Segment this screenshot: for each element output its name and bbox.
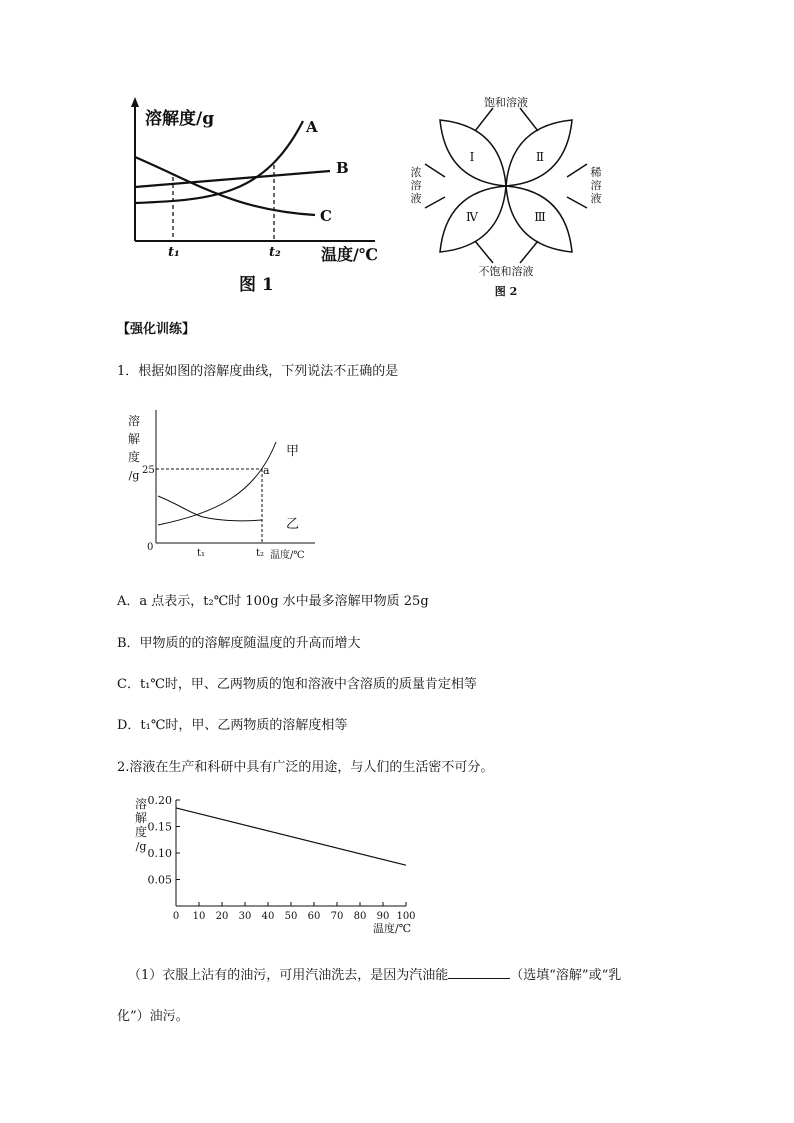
fig1-caption: 图 1	[239, 275, 274, 295]
fig4-ylabel-1: 溶	[134, 797, 148, 811]
fig2-left-label-3: 液	[410, 192, 422, 205]
answer-blank[interactable]	[448, 966, 510, 979]
fig4-xtick-label: 80	[353, 911, 367, 922]
fig3-curve-jia	[158, 442, 276, 525]
fig2-left-label-1: 浓	[410, 166, 422, 179]
q1-option-a: A．a 点表示，t₂℃时 100g 水中最多溶解甲物质 25g	[117, 594, 429, 609]
figure-2-solution-diagram	[405, 93, 610, 303]
fig1-label-a: A	[306, 118, 318, 136]
q2-stem: 2.溶液在生产和科研中具有广泛的用途，与人们的生活密不可分。	[117, 760, 494, 775]
fig3-label-yi: 乙	[286, 517, 300, 532]
fig1-ylabel: 溶解度/g	[145, 109, 215, 129]
q2-part1-line1	[128, 964, 621, 983]
fig1-curve-b	[135, 171, 330, 187]
fig4-xtick-label: 10	[192, 911, 206, 922]
fig4-ylabel-3: 度	[134, 825, 148, 839]
fig2-numeral-1: Ⅰ	[469, 150, 475, 164]
fig1-curve-a	[135, 121, 303, 203]
q2-part1-line2: 化”）油污。	[117, 1009, 189, 1024]
fig3-xtick-t1: t₁	[197, 548, 206, 559]
fig2-right-label-2: 溶	[590, 179, 602, 192]
figure-1-solubility-curves	[125, 95, 390, 300]
fig3-ylabel-3: 度	[127, 450, 141, 464]
section-title: 【强化训练】	[117, 322, 196, 337]
fig1-label-b: B	[336, 159, 349, 177]
fig1-tick-t2: t₂	[269, 245, 281, 260]
fig3-ylabel-2: 解	[127, 432, 141, 446]
fig4-xlabel: 温度/℃	[373, 922, 412, 935]
fig4-ylabel-2: 解	[134, 811, 148, 825]
fig1-y-arrow	[131, 97, 139, 107]
fig4-ytick-label: 0.05	[147, 873, 172, 887]
q2-part1-text-a: （1）衣服上沾有的油污，可用汽油洗去，是因为汽油能	[128, 968, 449, 983]
figure-4-solubility-line-chart	[125, 795, 425, 940]
figure-3-solubility-chart	[120, 405, 320, 570]
q2-part1-text-b: （选填“溶解”或“乳	[510, 968, 622, 983]
fig3-origin: 0	[147, 542, 154, 553]
fig4-xtick-label: 60	[307, 911, 321, 922]
fig4-xtick-label: 40	[261, 911, 275, 922]
fig4-xtick-label: 0	[172, 911, 180, 922]
fig4-series-line	[176, 808, 406, 865]
fig2-numeral-2: Ⅱ	[535, 150, 545, 164]
fig2-left-label-2: 溶	[410, 179, 422, 192]
fig4-xtick-label: 20	[215, 911, 229, 922]
q1-option-c: C．t₁℃时，甲、乙两物质的饱和溶液中含溶质的质量肯定相等	[117, 677, 477, 692]
fig4-xtick-label: 50	[284, 911, 298, 922]
fig1-xlabel: 温度/℃	[321, 245, 379, 264]
fig3-ylabel-1: 溶	[127, 414, 141, 428]
fig3-label-jia: 甲	[286, 444, 300, 459]
fig1-curve-c	[135, 157, 315, 215]
q1-option-b: B．甲物质的的溶解度随温度的升高而增大	[117, 636, 361, 651]
fig1-label-c: C	[320, 207, 332, 225]
fig3-point-a: a	[263, 464, 270, 477]
fig3-xlabel: 温度/℃	[270, 550, 305, 561]
fig2-numeral-4: Ⅳ	[466, 210, 478, 224]
fig3-curve-yi	[158, 496, 262, 521]
fig3-xtick-t2: t₂	[256, 548, 265, 559]
fig1-tick-t1: t₁	[168, 245, 180, 260]
fig4-xtick-label: 70	[330, 911, 344, 922]
fig4-xtick-label: 90	[376, 911, 390, 922]
fig2-bottom-label: 不饱和溶液	[478, 265, 534, 278]
fig4-ytick-label: 0.10	[147, 847, 172, 860]
fig3-ytick-25: 25	[142, 465, 155, 476]
fig4-ytick-label: 0.20	[147, 795, 172, 807]
fig4-ylabel-4: /g	[135, 840, 147, 853]
fig2-right-label-3: 液	[590, 192, 602, 205]
fig2-right-label-1: 稀	[590, 166, 602, 179]
fig4-ytick-label: 0.15	[147, 820, 172, 834]
q1-stem: 1．根据如图的溶解度曲线，下列说法不正确的是	[117, 364, 399, 379]
fig2-numeral-3: Ⅲ	[534, 210, 546, 224]
fig4-xtick-label: 100	[396, 911, 416, 922]
fig2-top-label: 饱和溶液	[484, 96, 528, 109]
fig3-ylabel-4: /g	[128, 469, 140, 482]
fig4-xtick-label: 30	[238, 911, 252, 922]
fig2-caption: 图 2	[494, 285, 518, 298]
q1-option-d: D．t₁℃时，甲、乙两物质的溶解度相等	[117, 718, 348, 733]
